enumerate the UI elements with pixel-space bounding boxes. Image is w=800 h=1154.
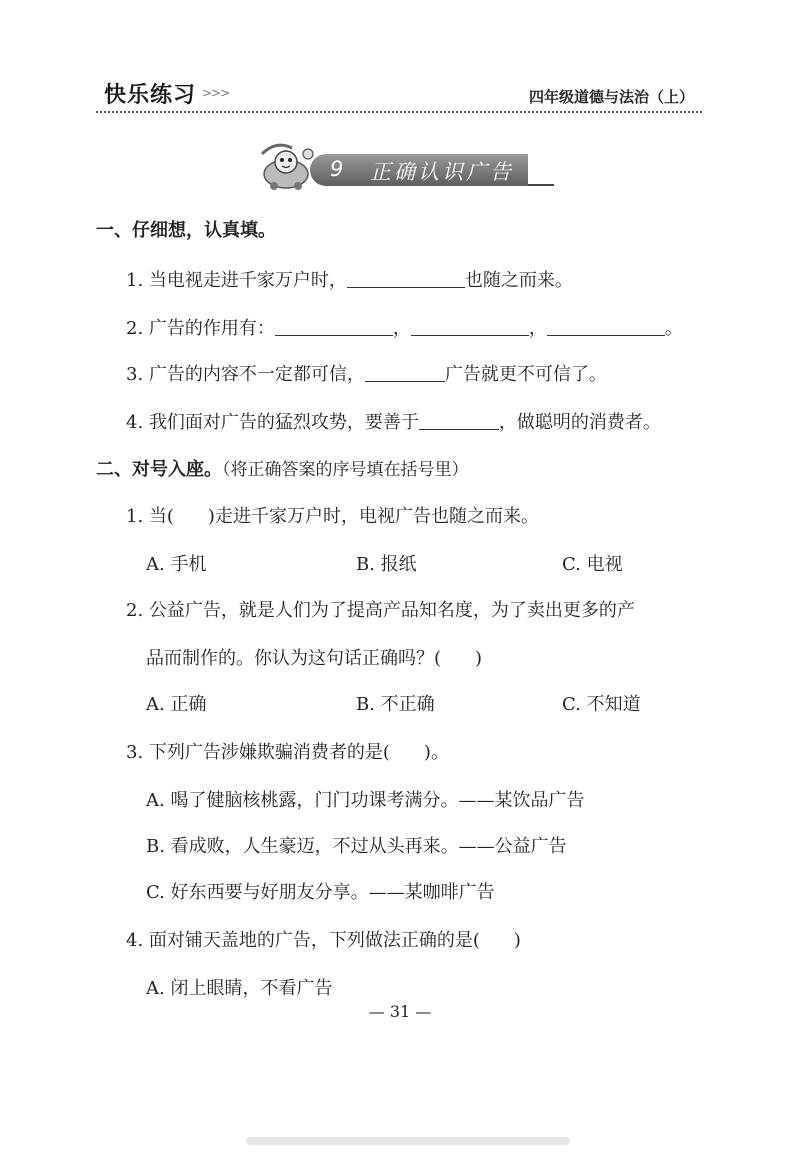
s2-q2-option-a: A. 正确 bbox=[146, 694, 207, 715]
s2-q2-text-end: ) bbox=[475, 648, 483, 669]
lesson-banner bbox=[258, 140, 558, 194]
s1-question-4 bbox=[126, 408, 661, 434]
page-number: — 31 — bbox=[368, 1002, 432, 1021]
s1-question-2 bbox=[126, 314, 683, 340]
s2-q2-text: 品而制作的。你认为这句话正确吗？( bbox=[146, 648, 442, 669]
s2-q2-option-c: C. 不知道 bbox=[562, 694, 641, 715]
s2-q1-option-c: C. 电视 bbox=[562, 554, 623, 575]
answer-blank[interactable] bbox=[365, 363, 445, 382]
s2-question-3 bbox=[126, 738, 449, 764]
s2-question-4 bbox=[126, 926, 521, 952]
s1-q1-text: 1. 当电视走进千家万户时， bbox=[126, 270, 347, 291]
s1-q4-text-end: ，做聪明的消费者。 bbox=[498, 412, 661, 433]
chevrons-icon: >>> bbox=[202, 86, 230, 100]
s2-question-2 bbox=[146, 644, 482, 670]
s2-q1-option-b: B. 报纸 bbox=[356, 554, 417, 575]
s2-q3-option-c: C. 好东西要与好朋友分享。——某咖啡广告 bbox=[146, 882, 495, 903]
answer-blank[interactable] bbox=[547, 317, 665, 336]
s2-q2-line-1: 2. 公益广告，就是人们为了提高产品知名度，为了卖出更多的产 bbox=[126, 600, 635, 621]
s2-q4-option-a: A. 闭上眼睛，不看广告 bbox=[146, 978, 333, 999]
answer-blank[interactable] bbox=[347, 269, 465, 288]
comma: ， bbox=[528, 318, 547, 339]
banner-underline bbox=[528, 184, 554, 186]
lesson-number: 9 bbox=[330, 157, 344, 181]
answer-blank[interactable] bbox=[419, 411, 499, 430]
answer-blank[interactable] bbox=[275, 317, 393, 336]
s1-q3-text-end: 广告就更不可信了。 bbox=[444, 364, 607, 385]
header-title: 快乐练习 bbox=[104, 83, 197, 108]
s2-q4-text: 4. 面对铺天盖地的广告，下列做法正确的是( bbox=[126, 930, 480, 951]
s1-q1-text-end: 也随之而来。 bbox=[464, 270, 573, 291]
scan-artifact bbox=[246, 1137, 570, 1145]
s2-q3-option-b: B. 看成败，人生豪迈，不过从头再来。——公益广告 bbox=[146, 836, 567, 857]
lesson-title: 正确认识广告 bbox=[370, 160, 514, 184]
s2-question-1 bbox=[126, 502, 539, 528]
s1-question-1 bbox=[126, 266, 573, 292]
section-1-title: 一、仔细想，认真填。 bbox=[96, 220, 276, 241]
s1-q4-text: 4. 我们面对广告的猛烈攻势，要善于 bbox=[126, 412, 419, 433]
s1-q3-text: 3. 广告的内容不一定都可信， bbox=[126, 364, 365, 385]
s2-q2-option-b: B. 不正确 bbox=[356, 694, 435, 715]
s2-q4-text-end: ) bbox=[513, 930, 521, 951]
header-divider bbox=[96, 111, 702, 113]
s1-q2-text: 2. 广告的作用有： bbox=[126, 318, 275, 339]
s2-q1-option-a: A. 手机 bbox=[146, 554, 207, 575]
s2-q1-text: 1. 当( bbox=[126, 506, 174, 527]
period: 。 bbox=[664, 318, 683, 339]
page-header bbox=[96, 76, 702, 110]
comma: ， bbox=[392, 318, 411, 339]
s2-q3-text: 3. 下列广告涉嫌欺骗消费者的是( bbox=[126, 742, 390, 763]
answer-blank[interactable] bbox=[411, 317, 529, 336]
section-2-title bbox=[96, 455, 469, 481]
section-2-note: （将正确答案的序号填在括号里） bbox=[222, 460, 469, 480]
header-subject: 四年级道德与法治（上） bbox=[528, 88, 694, 106]
s2-q3-option-a: A. 喝了健脑核桃露，门门功课考满分。——某饮品广告 bbox=[146, 790, 585, 811]
s2-q3-text-end: )。 bbox=[423, 742, 449, 763]
s1-question-3 bbox=[126, 360, 607, 386]
s2-q1-text-end: )走进千家万户时，电视广告也随之而来。 bbox=[207, 506, 539, 527]
section-2-heading: 二、对号入座。 bbox=[96, 459, 222, 480]
